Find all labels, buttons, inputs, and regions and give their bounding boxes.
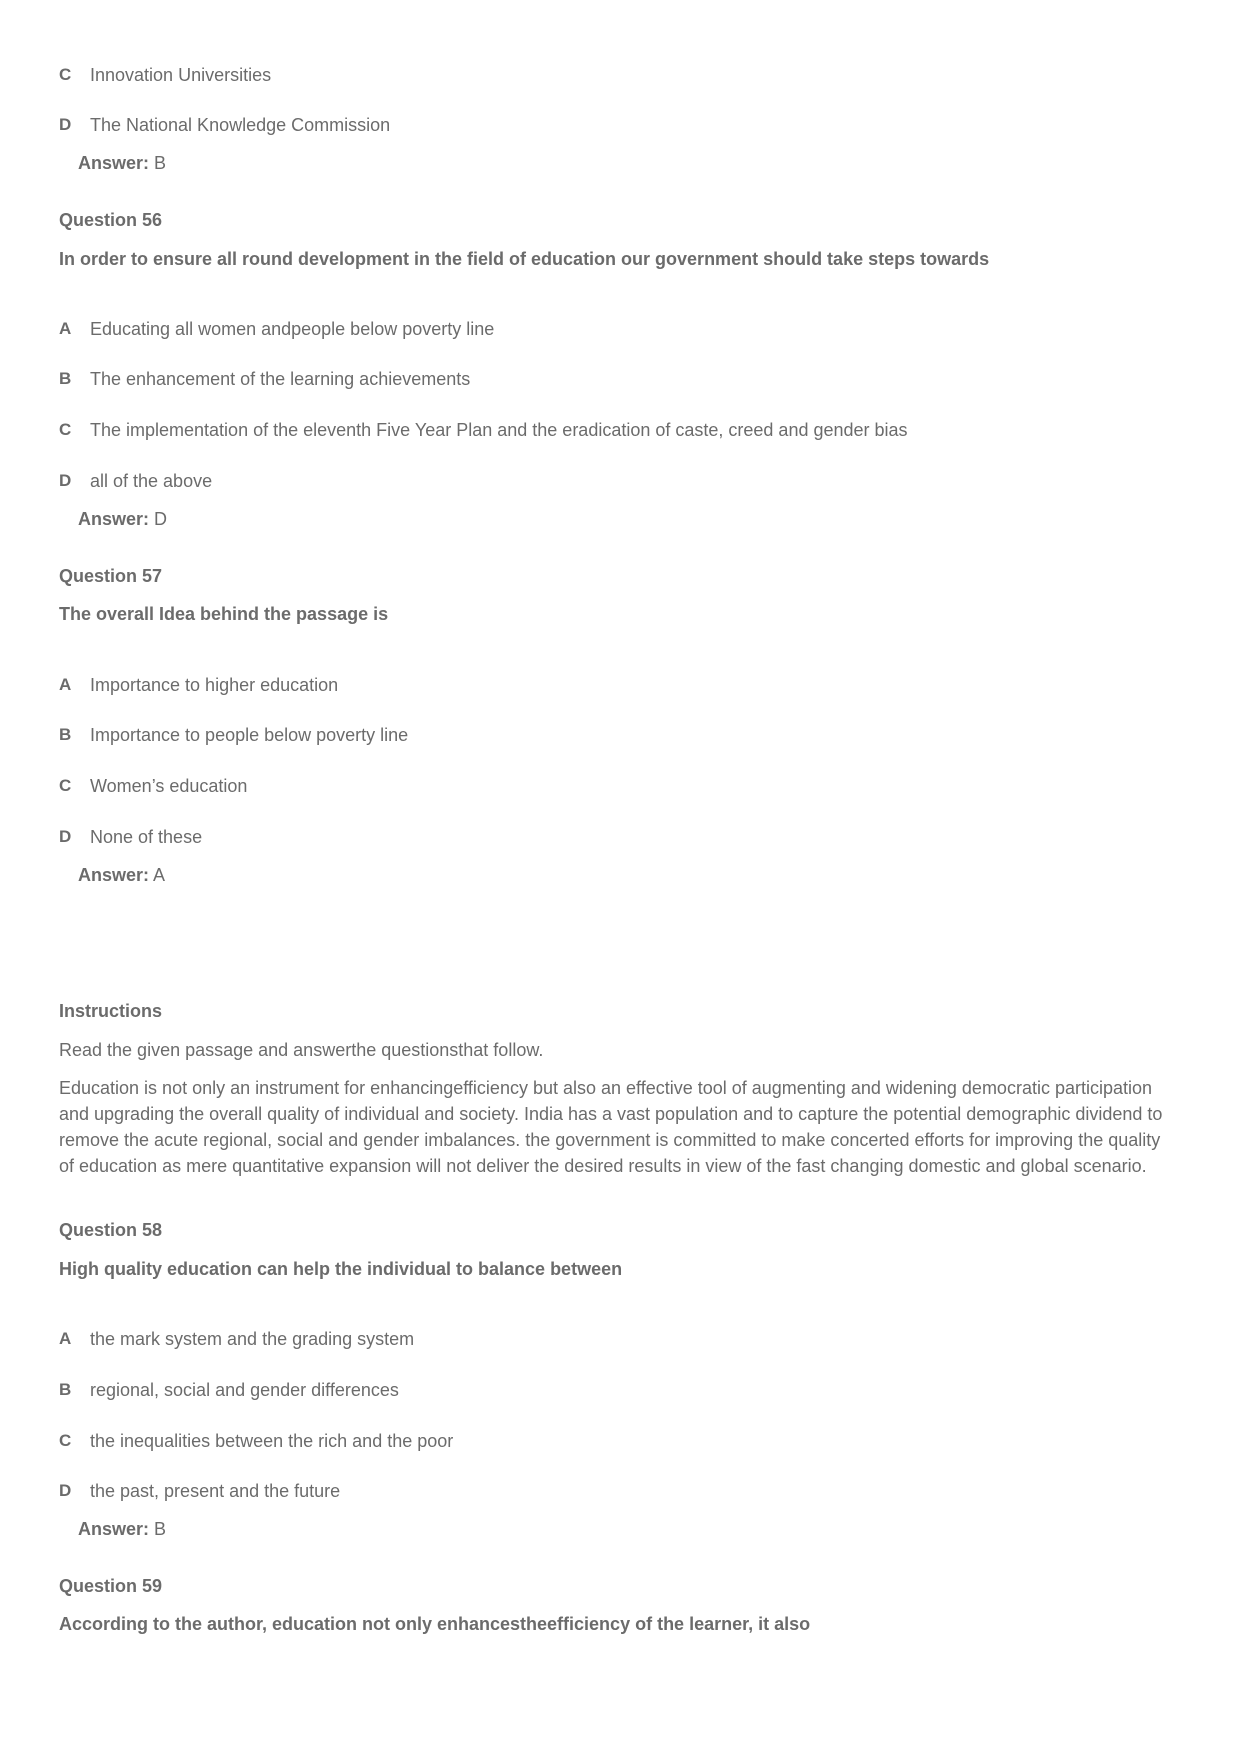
question-text: According to the author, education not only enhancestheefficiency of the learner, it also	[59, 1614, 811, 1634]
option-letter: A	[59, 319, 72, 338]
option-a[interactable]	[59, 1326, 1159, 1352]
answer-value: D	[154, 509, 168, 529]
option-text: The National Knowledge Commission	[90, 115, 391, 135]
question-text: The overall Idea behind the passage is	[59, 604, 389, 624]
option-d[interactable]	[59, 468, 1159, 494]
option-text: Women’s education	[90, 776, 248, 796]
option-letter: A	[59, 1329, 72, 1348]
question-text: In order to ensure all round development in the field of education our government should take steps towards	[59, 249, 990, 269]
option-letter: A	[59, 675, 72, 694]
option-a[interactable]	[59, 672, 1159, 698]
option-letter: D	[59, 827, 72, 846]
answer-value: A	[153, 865, 166, 885]
question-heading: Question 57	[59, 566, 163, 586]
answer-value: B	[154, 1519, 167, 1539]
answer-line	[78, 150, 166, 176]
option-letter: B	[59, 1380, 72, 1399]
answer-line	[78, 1516, 166, 1542]
question-heading: Question 58	[59, 1220, 163, 1240]
option-text: regional, social and gender differences	[90, 1380, 399, 1400]
answer-line	[78, 506, 167, 532]
answer-label: Answer:	[78, 509, 150, 529]
option-text: Importance to higher education	[90, 675, 339, 695]
question-heading: Question 56	[59, 210, 163, 230]
option-c[interactable]	[59, 62, 1159, 88]
answer-line	[78, 862, 165, 888]
option-c[interactable]	[59, 1428, 1159, 1454]
option-text: None of these	[90, 827, 203, 847]
option-text: the mark system and the grading system	[90, 1329, 415, 1349]
option-letter: C	[59, 420, 72, 439]
option-letter: B	[59, 369, 72, 388]
option-text: the inequalities between the rich and the poor	[90, 1431, 454, 1451]
question-heading: Question 59	[59, 1576, 163, 1596]
answer-label: Answer:	[78, 153, 150, 173]
question-text: High quality education can help the individual to balance between	[59, 1259, 623, 1279]
option-text: The enhancement of the learning achievements	[90, 369, 471, 389]
option-letter: C	[59, 776, 72, 795]
instructions-intro: Read the given passage and answerthe questionsthat follow.	[59, 1040, 544, 1060]
option-a[interactable]	[59, 316, 1159, 342]
option-letter: D	[59, 115, 72, 134]
option-b[interactable]	[59, 366, 1159, 392]
option-text: Educating all women andpeople below poverty line	[90, 319, 495, 339]
option-b[interactable]	[59, 1377, 1159, 1403]
option-letter: B	[59, 725, 72, 744]
option-text: all of the above	[90, 471, 213, 491]
option-letter: D	[59, 471, 72, 490]
option-d[interactable]	[59, 112, 1159, 138]
option-text: the past, present and the future	[90, 1481, 341, 1501]
option-c[interactable]	[59, 417, 1159, 443]
option-text: Innovation Universities	[90, 65, 272, 85]
answer-label: Answer:	[78, 865, 150, 885]
option-letter: D	[59, 1481, 72, 1500]
option-text: The implementation of the eleventh Five Year Plan and the eradication of caste, creed and gender bias	[90, 420, 908, 440]
option-letter: C	[59, 1431, 72, 1450]
option-d[interactable]	[59, 1478, 1159, 1504]
option-d[interactable]	[59, 824, 1159, 850]
option-letter: C	[59, 65, 72, 84]
instructions-heading: Instructions	[59, 1001, 163, 1021]
passage-text: Education is not only an instrument for enhancingefficiency but also an effective tool of augmenting and widening democratic participation and upgrading the overall quality of individual and society. India has a vast population and to capture the potential demographic dividend to remove the acute regional, social and gender imbalances. the government is committed to make concerted efforts for improving the quality of education as mere quantitative expansion will not deliver the desired results in view of the fast changing domestic and global scenario.	[59, 1078, 1163, 1176]
option-text: Importance to people below poverty line	[90, 725, 409, 745]
answer-value: B	[154, 153, 167, 173]
option-b[interactable]	[59, 722, 1159, 748]
option-c[interactable]	[59, 773, 1159, 799]
answer-label: Answer:	[78, 1519, 150, 1539]
